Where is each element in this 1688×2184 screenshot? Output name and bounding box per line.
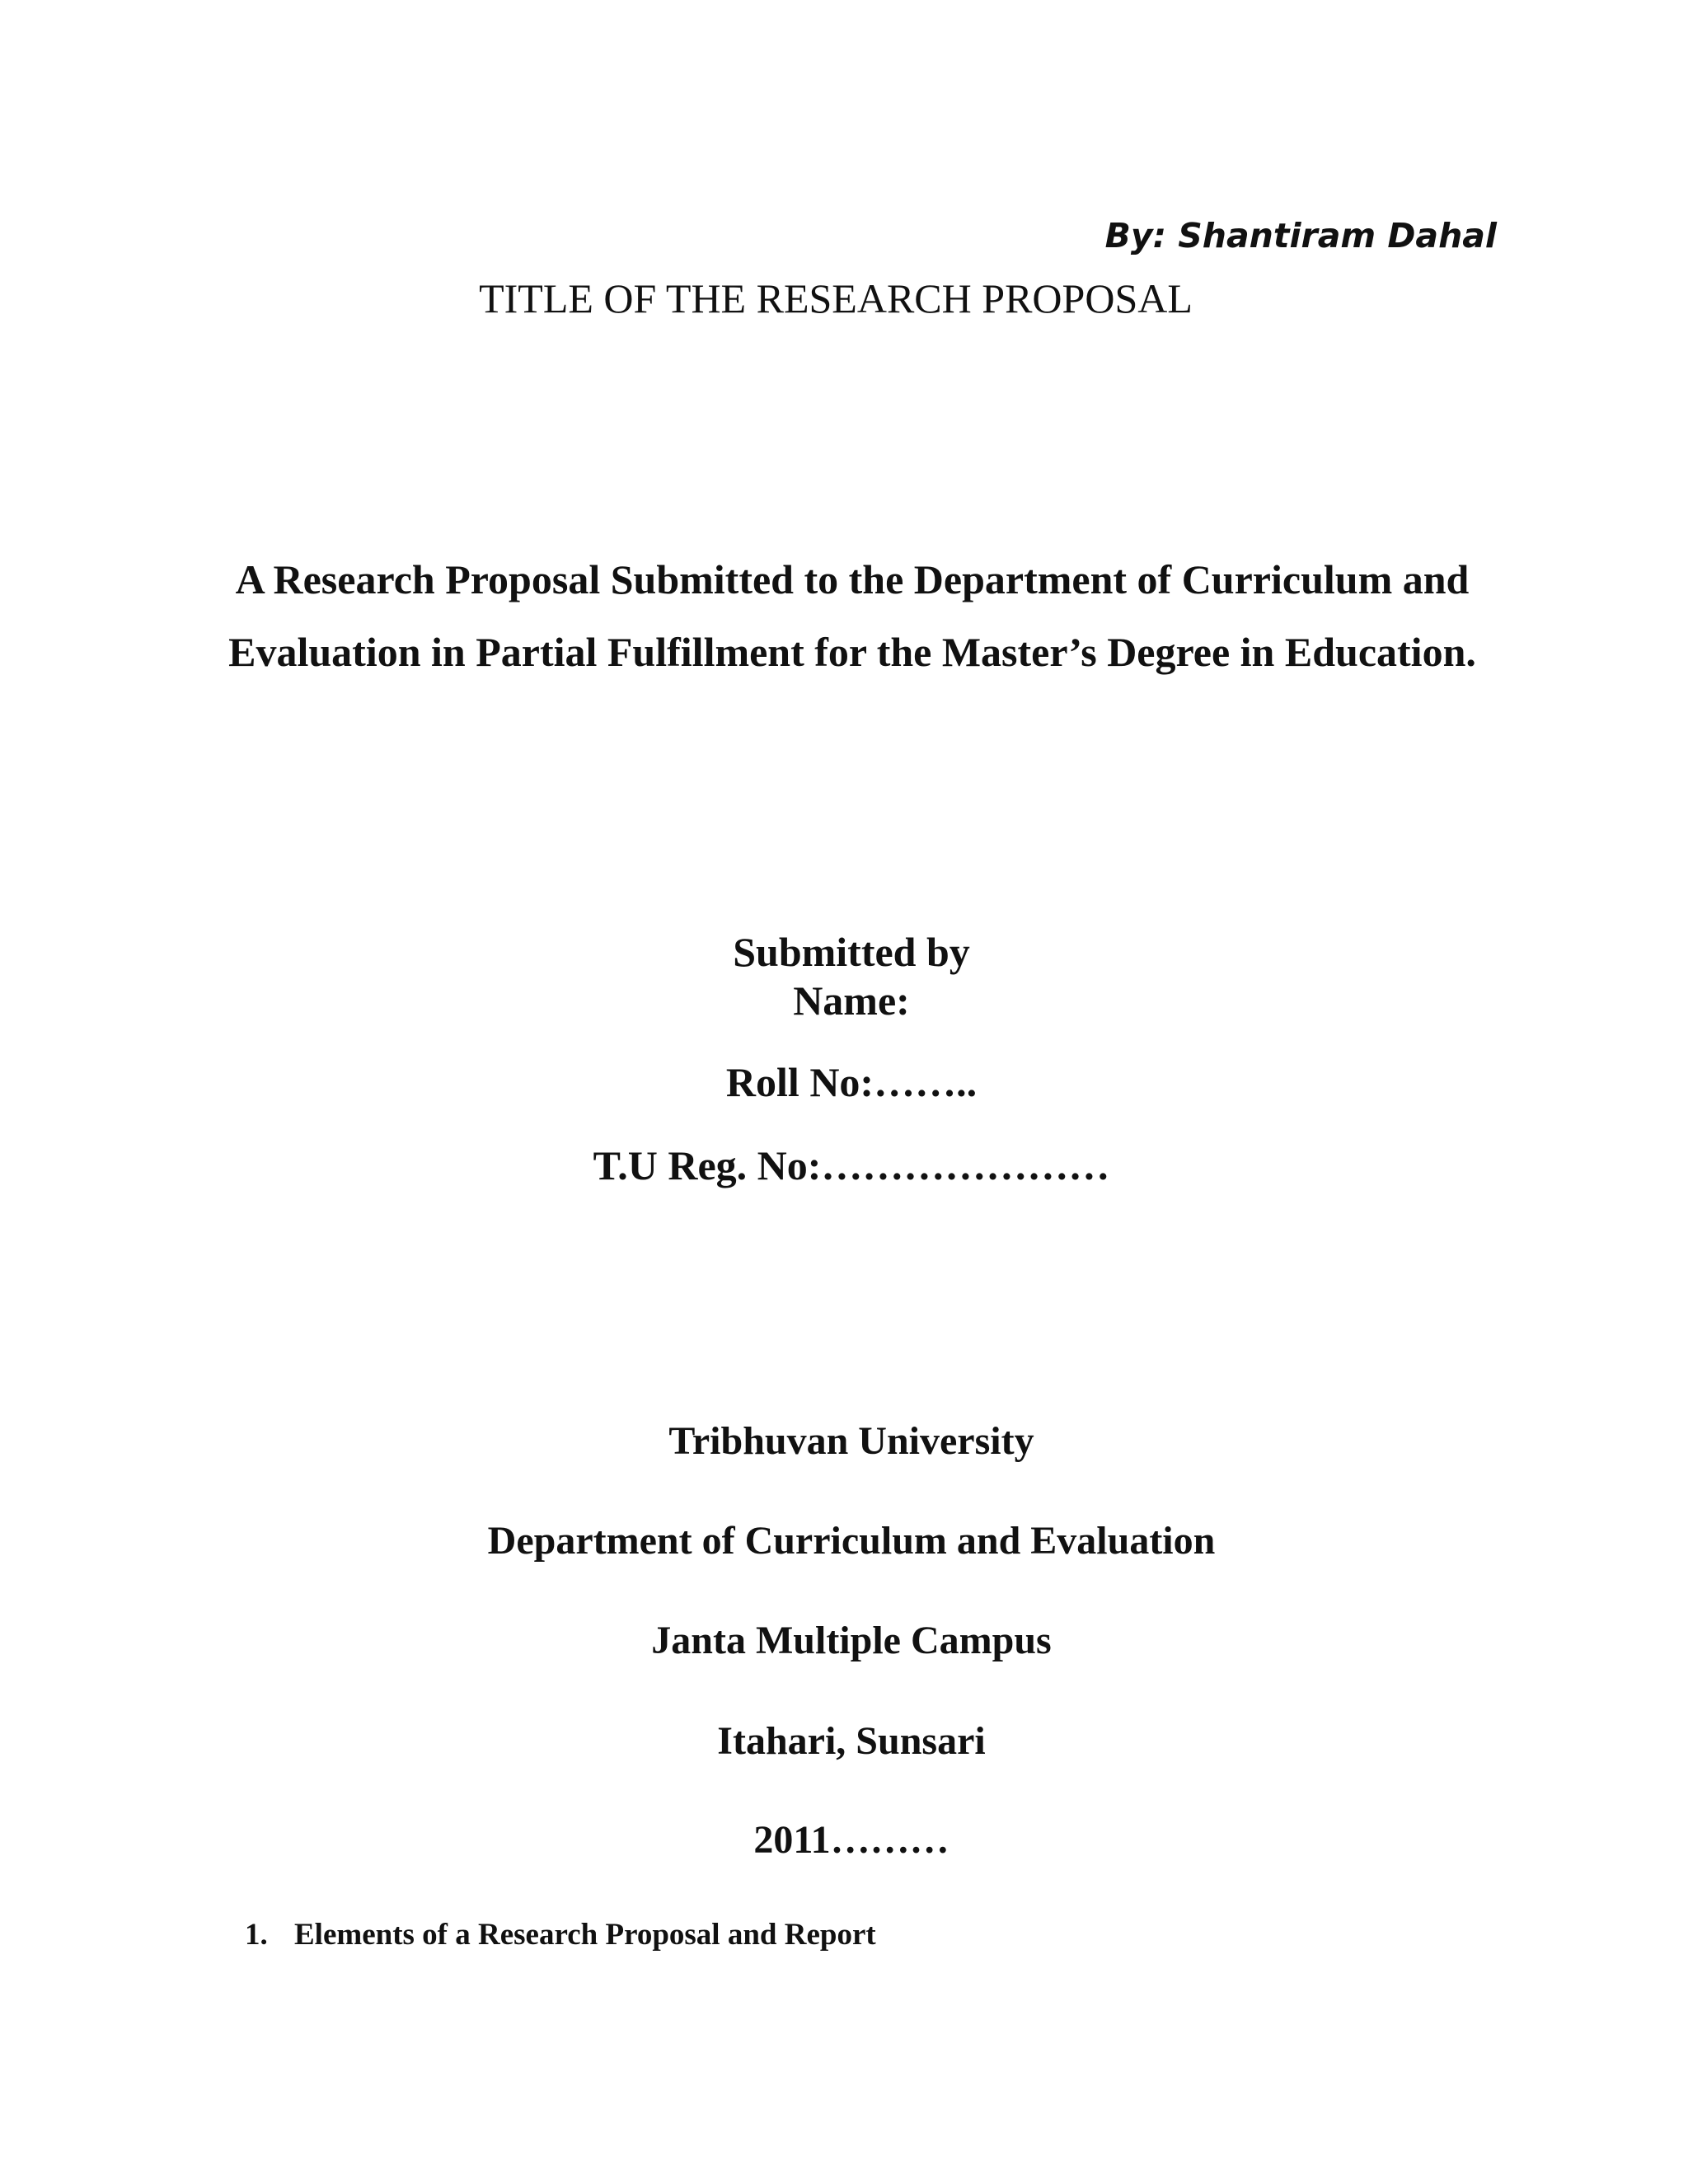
- university-name: Tribhuvan University: [668, 1419, 1034, 1463]
- campus-name: Janta Multiple Campus: [651, 1619, 1052, 1662]
- author-byline: By: Shantiram Dahal: [1104, 216, 1497, 255]
- proposal-description-line-2: Evaluation in Partial Fulfillment for the Master’s Degree in Education.: [228, 629, 1476, 675]
- proposal-title: TITLE OF THE RESEARCH PROPOSAL: [479, 275, 1193, 321]
- campus-location: Itahari, Sunsari: [717, 1719, 986, 1763]
- list-item-number: 1.: [245, 1918, 268, 1952]
- proposal-description-line-1: A Research Proposal Submitted to the Department of Curriculum and: [235, 556, 1470, 602]
- list-item: [245, 1917, 876, 1952]
- submitted-by-label: Submitted by: [733, 929, 970, 975]
- name-label: Name:: [793, 977, 910, 1024]
- tu-registration-field: T.U Reg. No:…………………: [593, 1142, 1110, 1188]
- list-item-text: Elements of a Research Proposal and Report: [294, 1918, 876, 1952]
- roll-number-field: Roll No:……..: [725, 1059, 978, 1105]
- submission-year: 2011………: [753, 1818, 950, 1862]
- department-name: Department of Curriculum and Evaluation: [487, 1519, 1216, 1563]
